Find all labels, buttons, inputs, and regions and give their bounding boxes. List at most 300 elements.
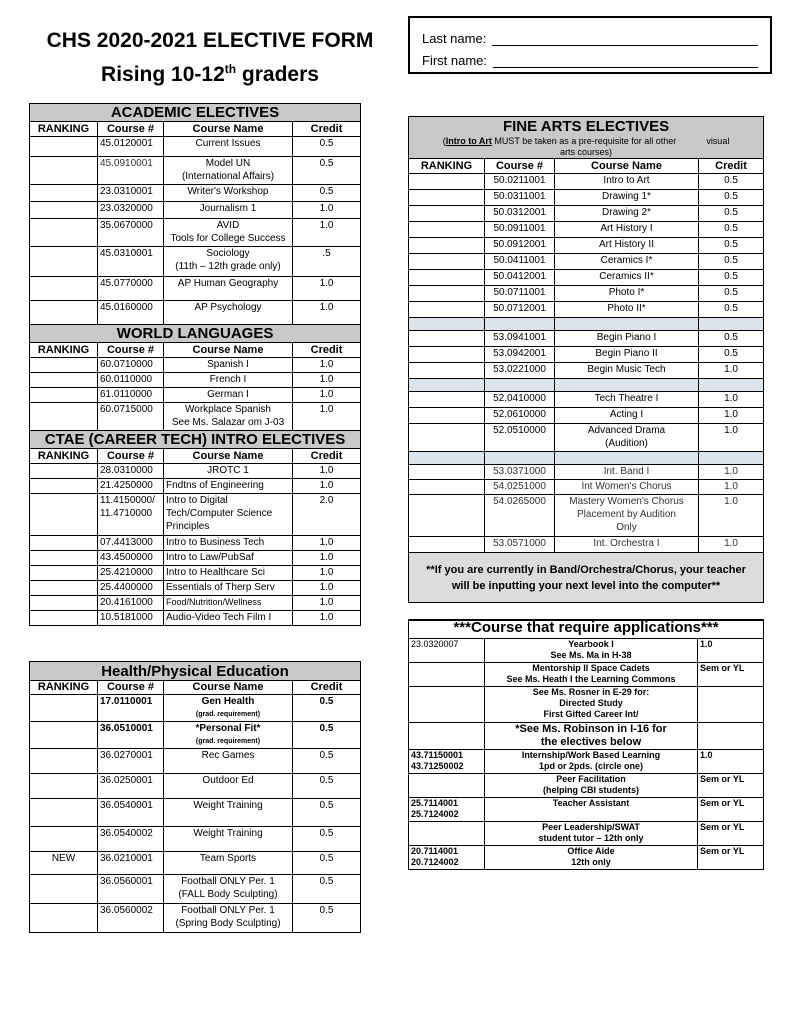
course-name-line3: Only [616,522,637,533]
course-num: 25.4210000 [98,566,164,581]
ranking-cell[interactable] [30,185,98,202]
course-name: Model UN [205,158,251,169]
first-name-field[interactable] [493,53,758,68]
course-name: Photo II* [555,302,699,318]
credit: 1.0 [293,566,361,581]
robinson-note-2: the electives below [540,735,642,748]
course-num: 50.0911001 [485,222,555,238]
table-row [30,695,361,722]
credit: 0.5 [699,206,764,222]
table-row [409,638,764,662]
course-name: *Personal Fit* [195,723,261,734]
course-num: 21.4250000 [98,479,164,494]
course-num: 25.4400000 [98,581,164,596]
col-course-name: Course Name [164,343,293,358]
table-row [30,536,361,551]
table-row [409,797,764,821]
ranking-cell[interactable] [409,302,485,318]
course-name: Acting I [555,408,699,424]
course-num: 45.0120001 [98,137,164,157]
ranking-cell[interactable] [30,875,98,904]
course-name: Workplace Spanish [185,404,271,415]
table-row [30,247,361,277]
course-name: Yearbook I [568,638,614,649]
ranking-cell[interactable] [30,536,98,551]
table-row [30,875,361,904]
course-num: 52.0510000 [485,424,555,452]
credit: 1.0 [293,202,361,219]
course-num-2: 11.4710000 [100,508,153,519]
course-name: AVID [216,220,240,231]
ranking-cell[interactable] [409,495,485,537]
ctae-title: CTAE (CAREER TECH) INTRO ELECTIVES [30,431,361,449]
ranking-cell[interactable] [30,202,98,219]
col-ranking: RANKING [30,681,98,695]
credit: 0.5 [293,799,361,827]
course-num: 53.0371000 [485,465,555,480]
table-row [30,904,361,933]
credit: 1.0 [699,495,764,537]
ranking-cell[interactable] [409,331,485,347]
table-row [409,206,764,222]
course-num: 50.0711001 [485,286,555,302]
course-num: 36.0210001 [98,852,164,875]
ranking-cell[interactable] [30,799,98,827]
ranking-cell[interactable] [30,479,98,494]
first-name-label: First name: [422,53,488,68]
credit: 1.0 [293,388,361,403]
course-num: 52.0410000 [485,392,555,408]
course-name: Office Aide [567,845,615,856]
table-row [409,773,764,797]
prereq-line2: arts courses) [560,146,613,157]
table-row [30,827,361,852]
course-name: Outdoor Ed [164,774,293,799]
group-divider [409,318,764,331]
table-row [409,331,764,347]
table-row [409,537,764,553]
course-name: Intro to Healthcare Sci [164,566,293,581]
ranking-cell[interactable] [30,301,98,325]
credit: 1.0 [293,277,361,301]
music-note [409,553,764,603]
course-num: 11.4150000/ [100,495,155,506]
course-contact: See Ms. Rosner in E-29 for: [532,686,650,697]
ranking-cell[interactable] [409,465,485,480]
table-row [409,238,764,254]
table-row [30,722,361,749]
course-num: 36.0250001 [98,774,164,799]
credit: 1.0 [293,611,361,626]
credit: Sem or YL [698,662,764,686]
credit: Sem or YL [698,845,764,869]
course-name: Ceramics II* [555,270,699,286]
course-name: Journalism 1 [164,202,293,219]
course-name: Internship/Work Based Learning [521,749,661,760]
course-name: Intro to Law/PubSaf [164,551,293,566]
table-row [409,270,764,286]
table-row [30,551,361,566]
table-row [30,494,361,536]
course-num: 50.0412001 [485,270,555,286]
table-row [30,388,361,403]
course-name: Int. Band I [555,465,699,480]
course-name: Intro to Art [555,174,699,190]
course-num: 23.0320000 [98,202,164,219]
credit: 0.5 [699,254,764,270]
robinson-note: *See Ms. Robinson in I-16 for [515,722,667,735]
course-name: Drawing 2* [555,206,699,222]
course-name: Spanish I [164,358,293,373]
credit: 1.0 [699,392,764,408]
table-row [409,722,764,749]
table-row [409,222,764,238]
title-line-1: CHS 2020-2021 ELECTIVE FORM [46,29,374,52]
course-num: 23.0310001 [98,185,164,202]
course-name-line2: Tech/Computer Science [166,508,273,519]
course-name: Weight Training [164,799,293,827]
course-note: (grad. requirement) [195,711,261,718]
col-course-name: Course Name [164,122,293,137]
ranking-cell[interactable] [409,392,485,408]
credit: 0.5 [293,157,361,185]
ranking-cell[interactable] [30,827,98,852]
course-num: 20.4161000 [98,596,164,611]
ranking-cell[interactable] [30,611,98,626]
table-row [30,219,361,247]
credit: 1.0 [293,219,361,247]
credit: 0.5 [699,270,764,286]
credit: 0.5 [293,137,361,157]
course-name: Drawing 1* [555,190,699,206]
course-num: 60.0710000 [98,358,164,373]
course-note: (grad. requirement) [195,738,261,745]
ranking-cell[interactable] [30,464,98,479]
course-num: 50.0411001 [485,254,555,270]
course-num: 53.0942001 [485,347,555,363]
credit: 0.5 [293,722,361,749]
course-num: 45.0160000 [98,301,164,325]
table-row [30,403,361,431]
credit: 1.0 [293,551,361,566]
course-num: 53.0571000 [485,537,555,553]
ranking-cell[interactable]: NEW [30,852,98,875]
table-row [409,495,764,537]
course-name: Peer Leadership/SWAT [542,821,640,832]
credit: 0.5 [293,774,361,799]
ranking-cell[interactable] [30,774,98,799]
course-num: 10.5181000 [98,611,164,626]
course-name-detail: See Ms. Salazar om J-03 [171,417,285,428]
credit: 0.5 [293,904,361,933]
course-contact: See Ms. Ma in H-38 [550,649,632,660]
col-course-num: Course # [98,343,164,358]
table-row [30,373,361,388]
course-num: 45.0310001 [98,247,164,277]
table-row [30,596,361,611]
table-row [409,190,764,206]
course-num: 52.0610000 [485,408,555,424]
table-row [30,157,361,185]
course-name: Essentials of Therp Serv [164,581,293,596]
course-name-detail: (Spring Body Sculpting) [175,918,281,929]
ranking-cell[interactable] [30,749,98,774]
course-num-2: 25.7124002 [411,808,459,819]
course-name-detail: (International Affairs) [181,171,275,182]
credit: 1.0 [293,581,361,596]
course-note: (helping CBI students) [543,784,639,795]
credit: 0.5 [699,302,764,318]
course-num: 50.0712001 [485,302,555,318]
ranking-cell[interactable] [30,373,98,388]
health-pe-table [29,661,361,933]
col-ranking: RANKING [30,122,98,137]
title-line-2-text: Rising 10-12 [101,63,225,86]
credit: 0.5 [293,852,361,875]
ranking-cell[interactable] [409,238,485,254]
ranking-cell[interactable] [30,695,98,722]
ranking-cell[interactable] [409,190,485,206]
ranking-cell[interactable] [409,174,485,190]
credit: 0.5 [699,347,764,363]
group-divider [409,452,764,465]
ranking-cell[interactable] [30,581,98,596]
table-row [30,202,361,219]
ranking-cell[interactable] [30,566,98,581]
col-course-num: Course # [98,681,164,695]
name-box [408,16,772,74]
course-num: 28.0310000 [98,464,164,479]
credit: 1.0 [699,363,764,379]
course-num: 25.7114001 [411,797,459,808]
course-num: 07.4413000 [98,536,164,551]
course-num: 36.0270001 [98,749,164,774]
ranking-cell[interactable] [30,157,98,185]
ranking-cell[interactable] [30,247,98,277]
ranking-cell[interactable] [30,137,98,157]
fine-arts-header [409,117,764,159]
table-row [30,185,361,202]
table-row [30,799,361,827]
ranking-cell[interactable] [409,347,485,363]
table-row [409,480,764,495]
course-name: Begin Piano II [555,347,699,363]
ranking-cell[interactable] [30,388,98,403]
course-name: Intro to Business Tech [164,536,293,551]
col-course-name: Course Name [164,449,293,464]
ranking-cell[interactable] [409,286,485,302]
fine-arts-title: FINE ARTS ELECTIVES [502,117,670,135]
course-name-detail: (Audition) [605,438,648,449]
course-num: 50.0211001 [485,174,555,190]
table-row [30,277,361,301]
music-note-line2: will be inputting your next level into the computer** [451,579,721,592]
table-row [409,465,764,480]
prereq-text: MUST be taken as a pre-requisite for all other [491,135,677,146]
course-num: 20.7114001 [411,845,459,856]
ranking-cell[interactable] [409,270,485,286]
ranking-cell[interactable] [30,551,98,566]
table-row [30,611,361,626]
intro-to-art-link: Intro to Art [445,135,492,146]
fine-arts-table [408,116,764,603]
course-num: 36.0560001 [98,875,164,904]
table-row [409,302,764,318]
course-name: German I [164,388,293,403]
table-row [409,749,764,773]
course-name: Photo I* [555,286,699,302]
col-course-num: Course # [98,122,164,137]
ranking-cell[interactable] [30,403,98,431]
academic-title: ACADEMIC ELECTIVES [30,104,361,122]
group-divider [409,379,764,392]
course-name: Fndtns of Engineering [164,479,293,494]
last-name-field[interactable] [492,31,758,46]
course-name: JROTC 1 [164,464,293,479]
last-name-label: Last name: [422,31,487,46]
ranking-cell[interactable] [409,480,485,495]
course-name: Art History II [555,238,699,254]
table-row [30,137,361,157]
credit: 0.5 [293,827,361,852]
col-course-num: Course # [485,159,555,174]
course-num: 35.0670000 [98,219,164,247]
col-ranking: RANKING [30,449,98,464]
course-num: 36.0540001 [98,799,164,827]
applications-table [408,619,764,870]
credit: Sem or YL [698,773,764,797]
col-course-name: Course Name [555,159,699,174]
course-name: Begin Music Tech [555,363,699,379]
ranking-cell[interactable] [409,222,485,238]
table-row [409,845,764,869]
course-name-detail: (FALL Body Sculpting) [178,889,278,900]
col-credit: Credit [293,122,361,137]
course-name: Ceramics I* [555,254,699,270]
last-name-row [422,24,758,46]
credit: 1.0 [698,638,764,662]
course-num: 17.0110001 [98,695,164,722]
course-name: Writer's Workshop [164,185,293,202]
table-row [409,174,764,190]
course-num-2: 43.71250002 [411,760,464,771]
course-name: Weight Training [164,827,293,852]
col-credit: Credit [293,449,361,464]
health-pe-title: Health/Physical Education [30,662,361,681]
ranking-cell[interactable] [409,424,485,452]
ranking-cell[interactable] [409,408,485,424]
applications-title: ***Course that require applications*** [409,620,764,638]
course-name-line2: Placement by Audition [577,509,676,520]
course-name-detail: Tools for College Success [170,233,286,244]
course-note: 1pd or 2pds. (circle one) [538,760,644,771]
course-name: Peer Facilitation [556,773,626,784]
ranking-cell[interactable] [30,494,98,536]
fine-arts-subtitle: (Intro to Art MUST be taken as a pre-requisite for all other visual [442,135,730,146]
course-name-2: First Gifted Career Int/ [543,708,639,719]
ranking-cell[interactable] [30,904,98,933]
course-num: 36.0540002 [98,827,164,852]
credit: 1.0 [699,408,764,424]
col-course-name: Course Name [164,681,293,695]
credit: 0.5 [293,185,361,202]
credit: 1.0 [293,536,361,551]
credit: 0.5 [293,875,361,904]
course-name: Int Women's Chorus [555,480,699,495]
ranking-cell[interactable] [30,722,98,749]
course-num: 60.0110000 [98,373,164,388]
course-num: 54.0251000 [485,480,555,495]
course-name: Art History I [555,222,699,238]
credit: 0.5 [699,222,764,238]
table-row [409,662,764,686]
course-num: 36.0510001 [98,722,164,749]
ranking-cell[interactable] [409,363,485,379]
table-row [30,566,361,581]
course-num: 36.0560002 [98,904,164,933]
course-note: 12th only [571,856,611,867]
ranking-cell[interactable] [30,219,98,247]
table-row [30,581,361,596]
credit: 1.0 [293,464,361,479]
credit: Sem or YL [698,797,764,821]
course-name: Gen Health [201,696,255,707]
ranking-cell[interactable] [409,206,485,222]
music-note-line1: **If you are currently in Band/Orchestra/Chorus, your teacher [426,563,746,576]
course-num: 43.4500000 [98,551,164,566]
course-name: Football ONLY Per. 1 [181,905,275,916]
col-ranking: RANKING [409,159,485,174]
course-num: 50.0312001 [485,206,555,222]
ranking-cell[interactable] [30,358,98,373]
credit: .5 [293,247,361,277]
ranking-cell[interactable] [30,277,98,301]
credit: 2.0 [293,494,361,536]
course-num: 45.0910001 [98,157,164,185]
credit: 0.5 [293,749,361,774]
course-num: 53.0221000 [485,363,555,379]
table-row [409,363,764,379]
col-credit: Credit [293,343,361,358]
table-row [409,408,764,424]
course-name: Rec Games [164,749,293,774]
col-course-num: Course # [98,449,164,464]
credit: 1.0 [699,537,764,553]
course-num: 61.0110000 [98,388,164,403]
table-row [30,852,361,875]
course-name: Audio-Video Tech Film I [164,611,293,626]
course-note: student tutor – 12th only [538,832,644,843]
ranking-cell[interactable] [409,254,485,270]
course-name: Begin Piano I [555,331,699,347]
table-row [409,286,764,302]
table-row [30,358,361,373]
ranking-cell[interactable] [409,537,485,553]
credit: 0.5 [699,331,764,347]
course-num: 60.0715000 [98,403,164,431]
course-name: Current Issues [164,137,293,157]
title-superscript: th [224,62,237,76]
ranking-cell[interactable] [30,596,98,611]
credit: 0.5 [699,190,764,206]
prereq-visual: visual [706,135,730,146]
table-row [409,392,764,408]
course-name: Football ONLY Per. 1 [181,876,275,887]
course-name: Food/Nutrition/Wellness [164,596,293,611]
first-name-row [422,46,758,68]
course-name: Mentorship II Space Cadets [532,662,650,673]
credit: 1.0 [293,403,361,431]
